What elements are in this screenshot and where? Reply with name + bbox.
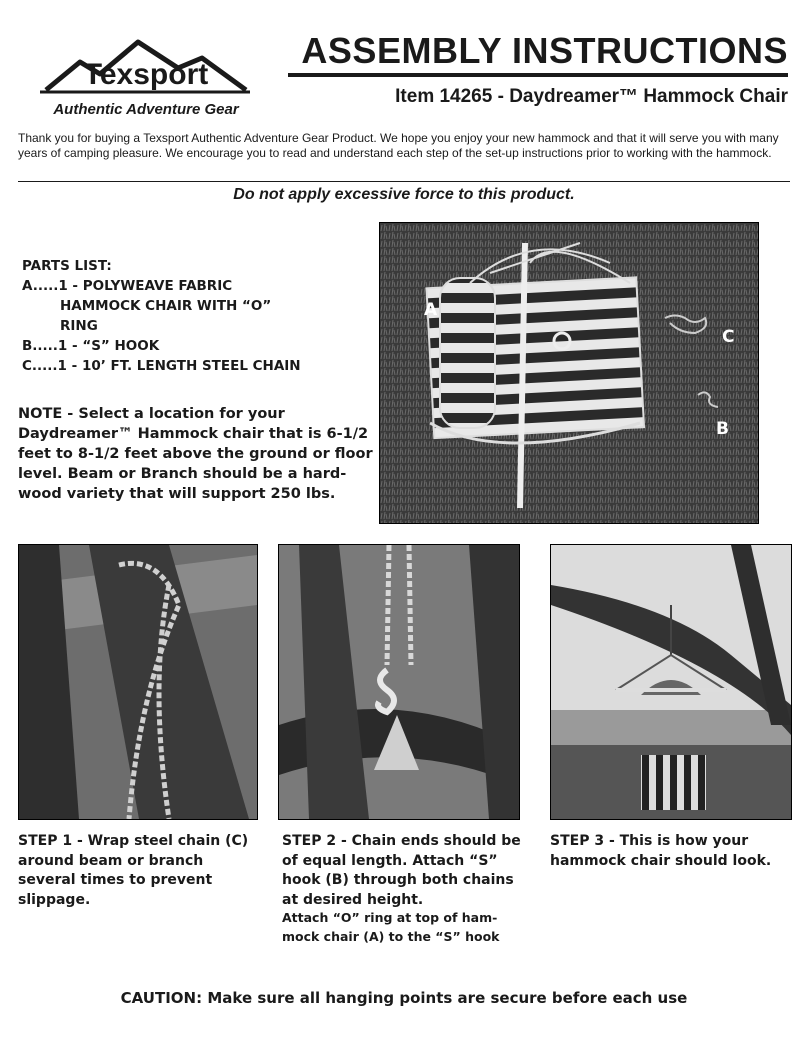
step2-photo <box>278 544 520 820</box>
parts-list <box>22 256 362 376</box>
step1-text: STEP 1 - Wrap steel chain (C) around beam or branch several times to prevent slippage. <box>18 833 249 908</box>
step2-text: STEP 2 - Chain ends should be of equal length. Attach “S” hook (B) through both chains at desired height. <box>282 833 521 908</box>
step3-photo <box>550 544 792 820</box>
intro-rule <box>18 181 790 182</box>
label-b: B <box>716 419 729 439</box>
title-rule <box>288 73 788 77</box>
mountain-logo-icon <box>40 28 250 122</box>
parts-photo <box>379 222 759 524</box>
logo-tagline: Authentic Adventure Gear <box>53 101 239 118</box>
logo-brand: Texsport <box>83 58 209 91</box>
part-a-cont2: RING <box>60 318 98 334</box>
part-a: A.....1 - POLYWEAVE FABRIC <box>22 278 233 294</box>
step3-text: STEP 3 - This is how your hammock chair should look. <box>550 833 772 869</box>
step2-extra-text: Attach “O” ring at top of ham-mock chair (A) to the “S” hook <box>282 910 500 944</box>
texsport-logo <box>40 28 250 122</box>
force-warning: Do not apply excessive force to this product. <box>233 186 575 203</box>
page-title: ASSEMBLY INSTRUCTIONS <box>301 30 788 71</box>
caution-text: CAUTION: Make sure all hanging points are secure before each use <box>120 989 688 1007</box>
location-note: NOTE - Select a location for your Daydreamer™ Hammock chair that is 6-1/2 feet to 8-1/2 feet above the ground or floor level. Beam or Branch should be a hard-wood variety that will support 250 lbs. <box>18 406 373 502</box>
label-a: A <box>424 300 438 320</box>
parts-heading: PARTS LIST: <box>22 258 112 274</box>
label-c: C <box>722 327 735 347</box>
part-a-cont: HAMMOCK CHAIR WITH “O” <box>60 298 272 314</box>
step1-photo <box>18 544 258 820</box>
item-subtitle: Item 14265 - Daydreamer™ Hammock Chair <box>395 86 788 107</box>
intro-paragraph: Thank you for buying a Texsport Authentic Adventure Gear Product. We hope you enjoy your new hammock and that it will serve you with many years of camping pleasure. We encourage you to read and understand each step of the set-up instructions prior to working with the hammock. <box>18 131 779 160</box>
part-b: B.....1 - “S” HOOK <box>22 338 160 354</box>
part-c: C.....1 - 10’ FT. LENGTH STEEL CHAIN <box>22 358 301 374</box>
